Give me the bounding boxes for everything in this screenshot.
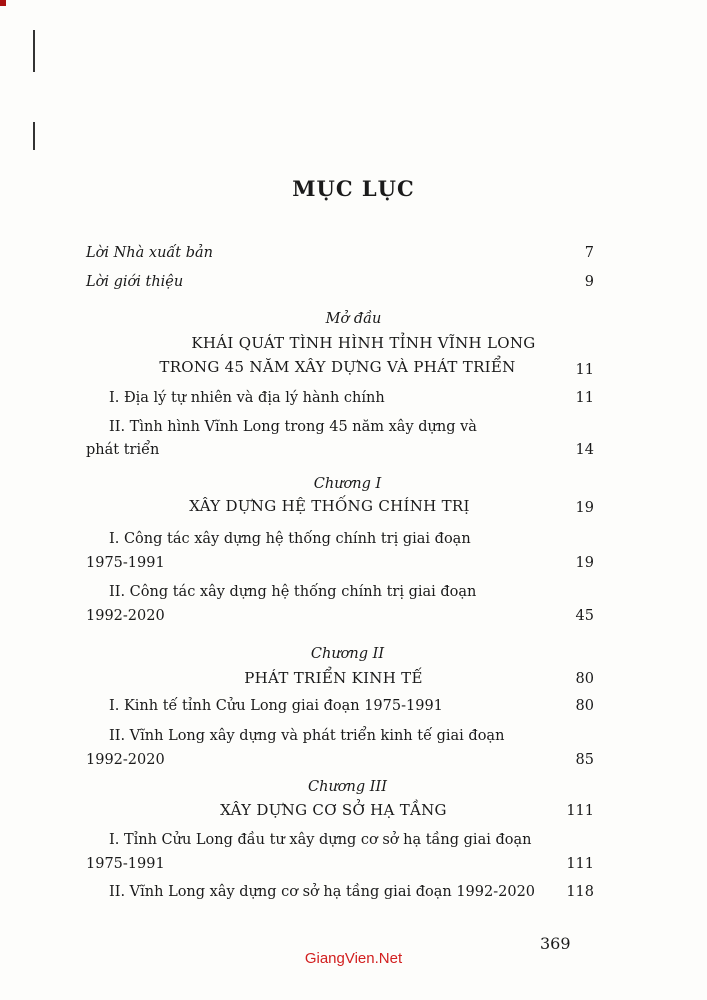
chapter-page-3: 111: [566, 803, 594, 819]
page-number: 369: [540, 934, 571, 953]
toc-entry-page: 14: [575, 442, 594, 458]
toc-entry-title-cont: phát triển: [86, 442, 160, 458]
toc-entry-title-cont: 1992-2020: [86, 608, 165, 624]
toc-entry-title: II. Vĩnh Long xây dựng cơ sở hạ tầng giai đoạn 1992-2020: [109, 884, 536, 900]
watermark: GiangVien.Net: [304, 950, 403, 967]
toc-entry-title: Lời giới thiệu: [86, 274, 184, 290]
toc-entry-title: I. Công tác xây dựng hệ thống chính trị giai đoạn: [109, 531, 471, 547]
corner-scan-mark: [0, 0, 6, 6]
toc-entry-title: II. Công tác xây dựng hệ thống chính trị giai đoạn: [109, 584, 477, 600]
toc-entry-title-cont: 1992-2020: [86, 752, 165, 768]
chapter-title-2: PHÁT TRIỂN KINH TẾ: [244, 669, 423, 687]
toc-entry-title: I. Địa lý tự nhiên và địa lý hành chính: [109, 390, 385, 406]
toc-entry-title: II. Tình hình Vĩnh Long trong 45 năm xây dựng và: [109, 419, 477, 435]
chapter-label-1: Chương I: [313, 476, 382, 492]
section-title-opening-line2: TRONG 45 NĂM XÂY DỰNG VÀ PHÁT TRIỂN: [159, 358, 516, 376]
chapter-label-3: Chương III: [308, 779, 387, 795]
chapter-label-2: Chương II: [310, 646, 385, 662]
scan-edge-mark: [33, 122, 35, 150]
toc-entry-page: 111: [566, 856, 594, 872]
toc-entry-page: 80: [575, 698, 594, 714]
chapter-page-1: 19: [575, 500, 594, 516]
toc-entry-page: 85: [575, 752, 594, 768]
chapter-title-1: XÂY DỰNG HỆ THỐNG CHÍNH TRỊ: [189, 497, 470, 515]
toc-entry-title: II. Vĩnh Long xây dựng và phát triển kinh tế giai đoạn: [109, 728, 505, 744]
toc-entry-page: 9: [584, 274, 594, 290]
toc-entry-title-cont: 1975-1991: [86, 856, 165, 872]
chapter-title-3: XÂY DỰNG CƠ SỞ HẠ TẦNG: [220, 801, 447, 819]
toc-entry-page: 19: [575, 555, 594, 571]
chapter-page-2: 80: [575, 671, 594, 687]
toc-entry-title: I. Kinh tế tỉnh Cửu Long giai đoạn 1975-1991: [109, 698, 443, 714]
toc-entry-page: 11: [575, 390, 594, 406]
toc-entry-page: 7: [584, 245, 594, 261]
toc-entry-title-cont: 1975-1991: [86, 555, 165, 571]
section-page-opening: 11: [575, 362, 594, 378]
scan-edge-mark: [33, 30, 35, 72]
page-title: MỤC LỤC: [292, 176, 415, 201]
toc-entry-page: 118: [566, 884, 594, 900]
section-label-opening: Mở đầu: [325, 311, 382, 327]
toc-entry-title: Lời Nhà xuất bản: [86, 245, 213, 261]
toc-entry-title: I. Tỉnh Cửu Long đầu tư xây dựng cơ sở hạ tầng giai đoạn: [109, 832, 532, 848]
section-title-opening-line1: KHÁI QUÁT TÌNH HÌNH TỈNH VĨNH LONG: [191, 334, 536, 352]
toc-entry-page: 45: [575, 608, 594, 624]
